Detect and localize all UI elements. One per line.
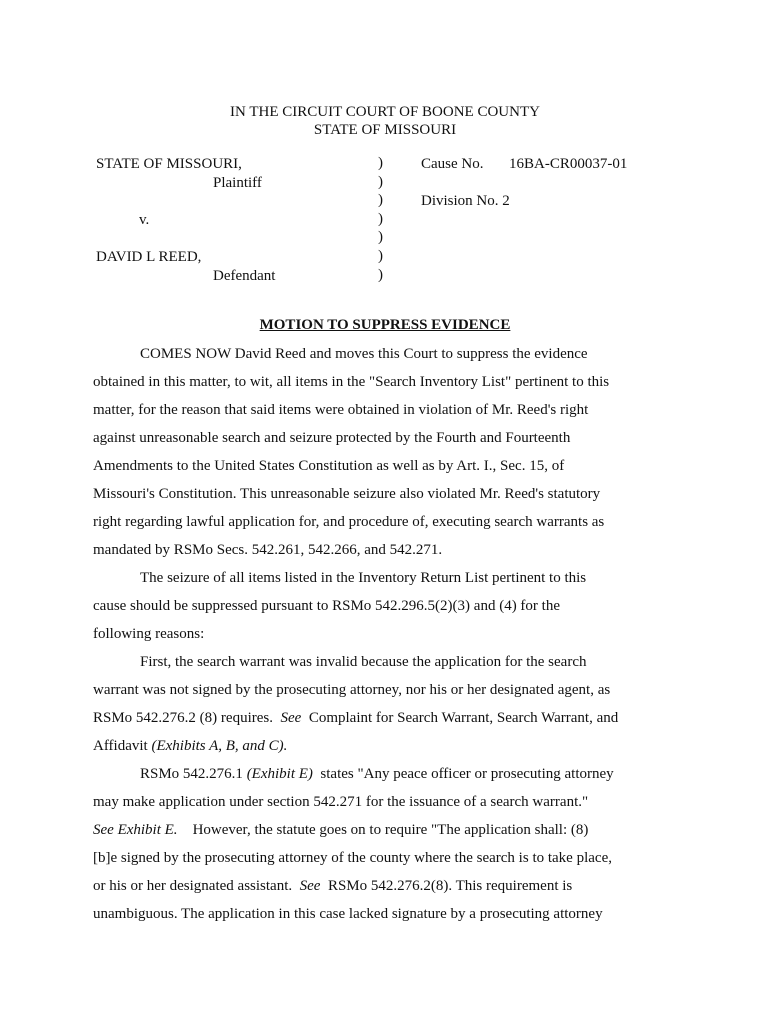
state-heading: STATE OF MISSOURI — [313, 122, 457, 138]
text-run: RSMo 542.276.1 — [140, 766, 243, 782]
text-run: or his or her designated assistant. — [93, 878, 293, 894]
body-line: COMES NOW David Reed and moves this Court to suppress the evidence — [140, 346, 588, 362]
body-line: against unreasonable search and seizure protected by the Fourth and Fourteenth — [93, 430, 571, 446]
caption-paren: ) — [378, 155, 383, 171]
body-line: mandated by RSMo Secs. 542.261, 542.266, and 542.271. — [93, 542, 443, 558]
motion-title: MOTION TO SUPPRESS EVIDENCE — [259, 317, 511, 333]
body-line — [93, 710, 618, 727]
body-line: Amendments to the United States Constitution as well as by Art. I., Sec. 15, of — [93, 458, 565, 474]
text-run: states "Any peace officer or prosecuting attorney — [320, 766, 614, 782]
text-run-italic: See Exhibit E. — [93, 822, 178, 838]
court-heading: IN THE CIRCUIT COURT OF BOONE COUNTY — [230, 104, 540, 120]
body-line: matter, for the reason that said items were obtained in violation of Mr. Reed's right — [93, 402, 589, 418]
text-run: However, the statute goes on to require "The application shall: (8) — [192, 822, 589, 838]
body-line: [b]e signed by the prosecuting attorney of the county where the search is to take place, — [93, 850, 612, 866]
caption-paren: ) — [378, 174, 383, 190]
body-line: warrant was not signed by the prosecuting attorney, nor his or her designated agent, as — [93, 682, 611, 698]
body-line: Missouri's Constitution. This unreasonable seizure also violated Mr. Reed's statutory — [93, 486, 601, 502]
body-line: The seizure of all items listed in the Inventory Return List pertinent to this — [140, 570, 587, 586]
body-line: cause should be suppressed pursuant to RSMo 542.296.5(2)(3) and (4) for the — [93, 598, 560, 614]
body-line: unambiguous. The application in this case lacked signature by a prosecuting attorney — [93, 906, 603, 922]
text-run: RSMo 542.276.2 (8) requires. — [93, 710, 273, 726]
plaintiff-name: STATE OF MISSOURI, — [96, 156, 242, 172]
body-line: may make application under section 542.271 for the issuance of a search warrant." — [93, 794, 589, 810]
text-run-italic: (Exhibit E) — [246, 766, 313, 782]
caption-paren: ) — [378, 248, 383, 264]
versus-label: v. — [139, 212, 150, 228]
division-number: Division No. 2 — [421, 193, 510, 209]
body-line — [93, 738, 287, 755]
text-run: Complaint for Search Warrant, Search Warrant, and — [308, 710, 619, 726]
body-line: following reasons: — [93, 626, 205, 642]
body-line: obtained in this matter, to wit, all items in the "Search Inventory List" pertinent to this — [93, 374, 610, 390]
defendant-role: Defendant — [213, 268, 276, 284]
cause-label: Cause No. — [421, 156, 484, 172]
body-line: right regarding lawful application for, and procedure of, executing search warrants as — [93, 514, 605, 530]
text-run: Affidavit — [93, 738, 148, 754]
text-run-italic: (Exhibits A, B, and C). — [151, 738, 288, 754]
body-line — [93, 822, 588, 839]
caption-paren: ) — [378, 211, 383, 227]
body-line — [140, 766, 614, 783]
caption-paren: ) — [378, 192, 383, 208]
text-run-italic: See — [280, 710, 302, 726]
caption-paren: ) — [378, 267, 383, 283]
body-line: First, the search warrant was invalid because the application for the search — [140, 654, 587, 670]
caption-paren: ) — [378, 229, 383, 245]
plaintiff-role: Plaintiff — [213, 175, 262, 191]
defendant-name: DAVID L REED, — [96, 249, 202, 265]
text-run: RSMo 542.276.2(8). This requirement is — [327, 878, 573, 894]
text-run-italic: See — [299, 878, 321, 894]
body-line — [93, 878, 572, 895]
cause-number: 16BA-CR00037-01 — [509, 156, 628, 172]
